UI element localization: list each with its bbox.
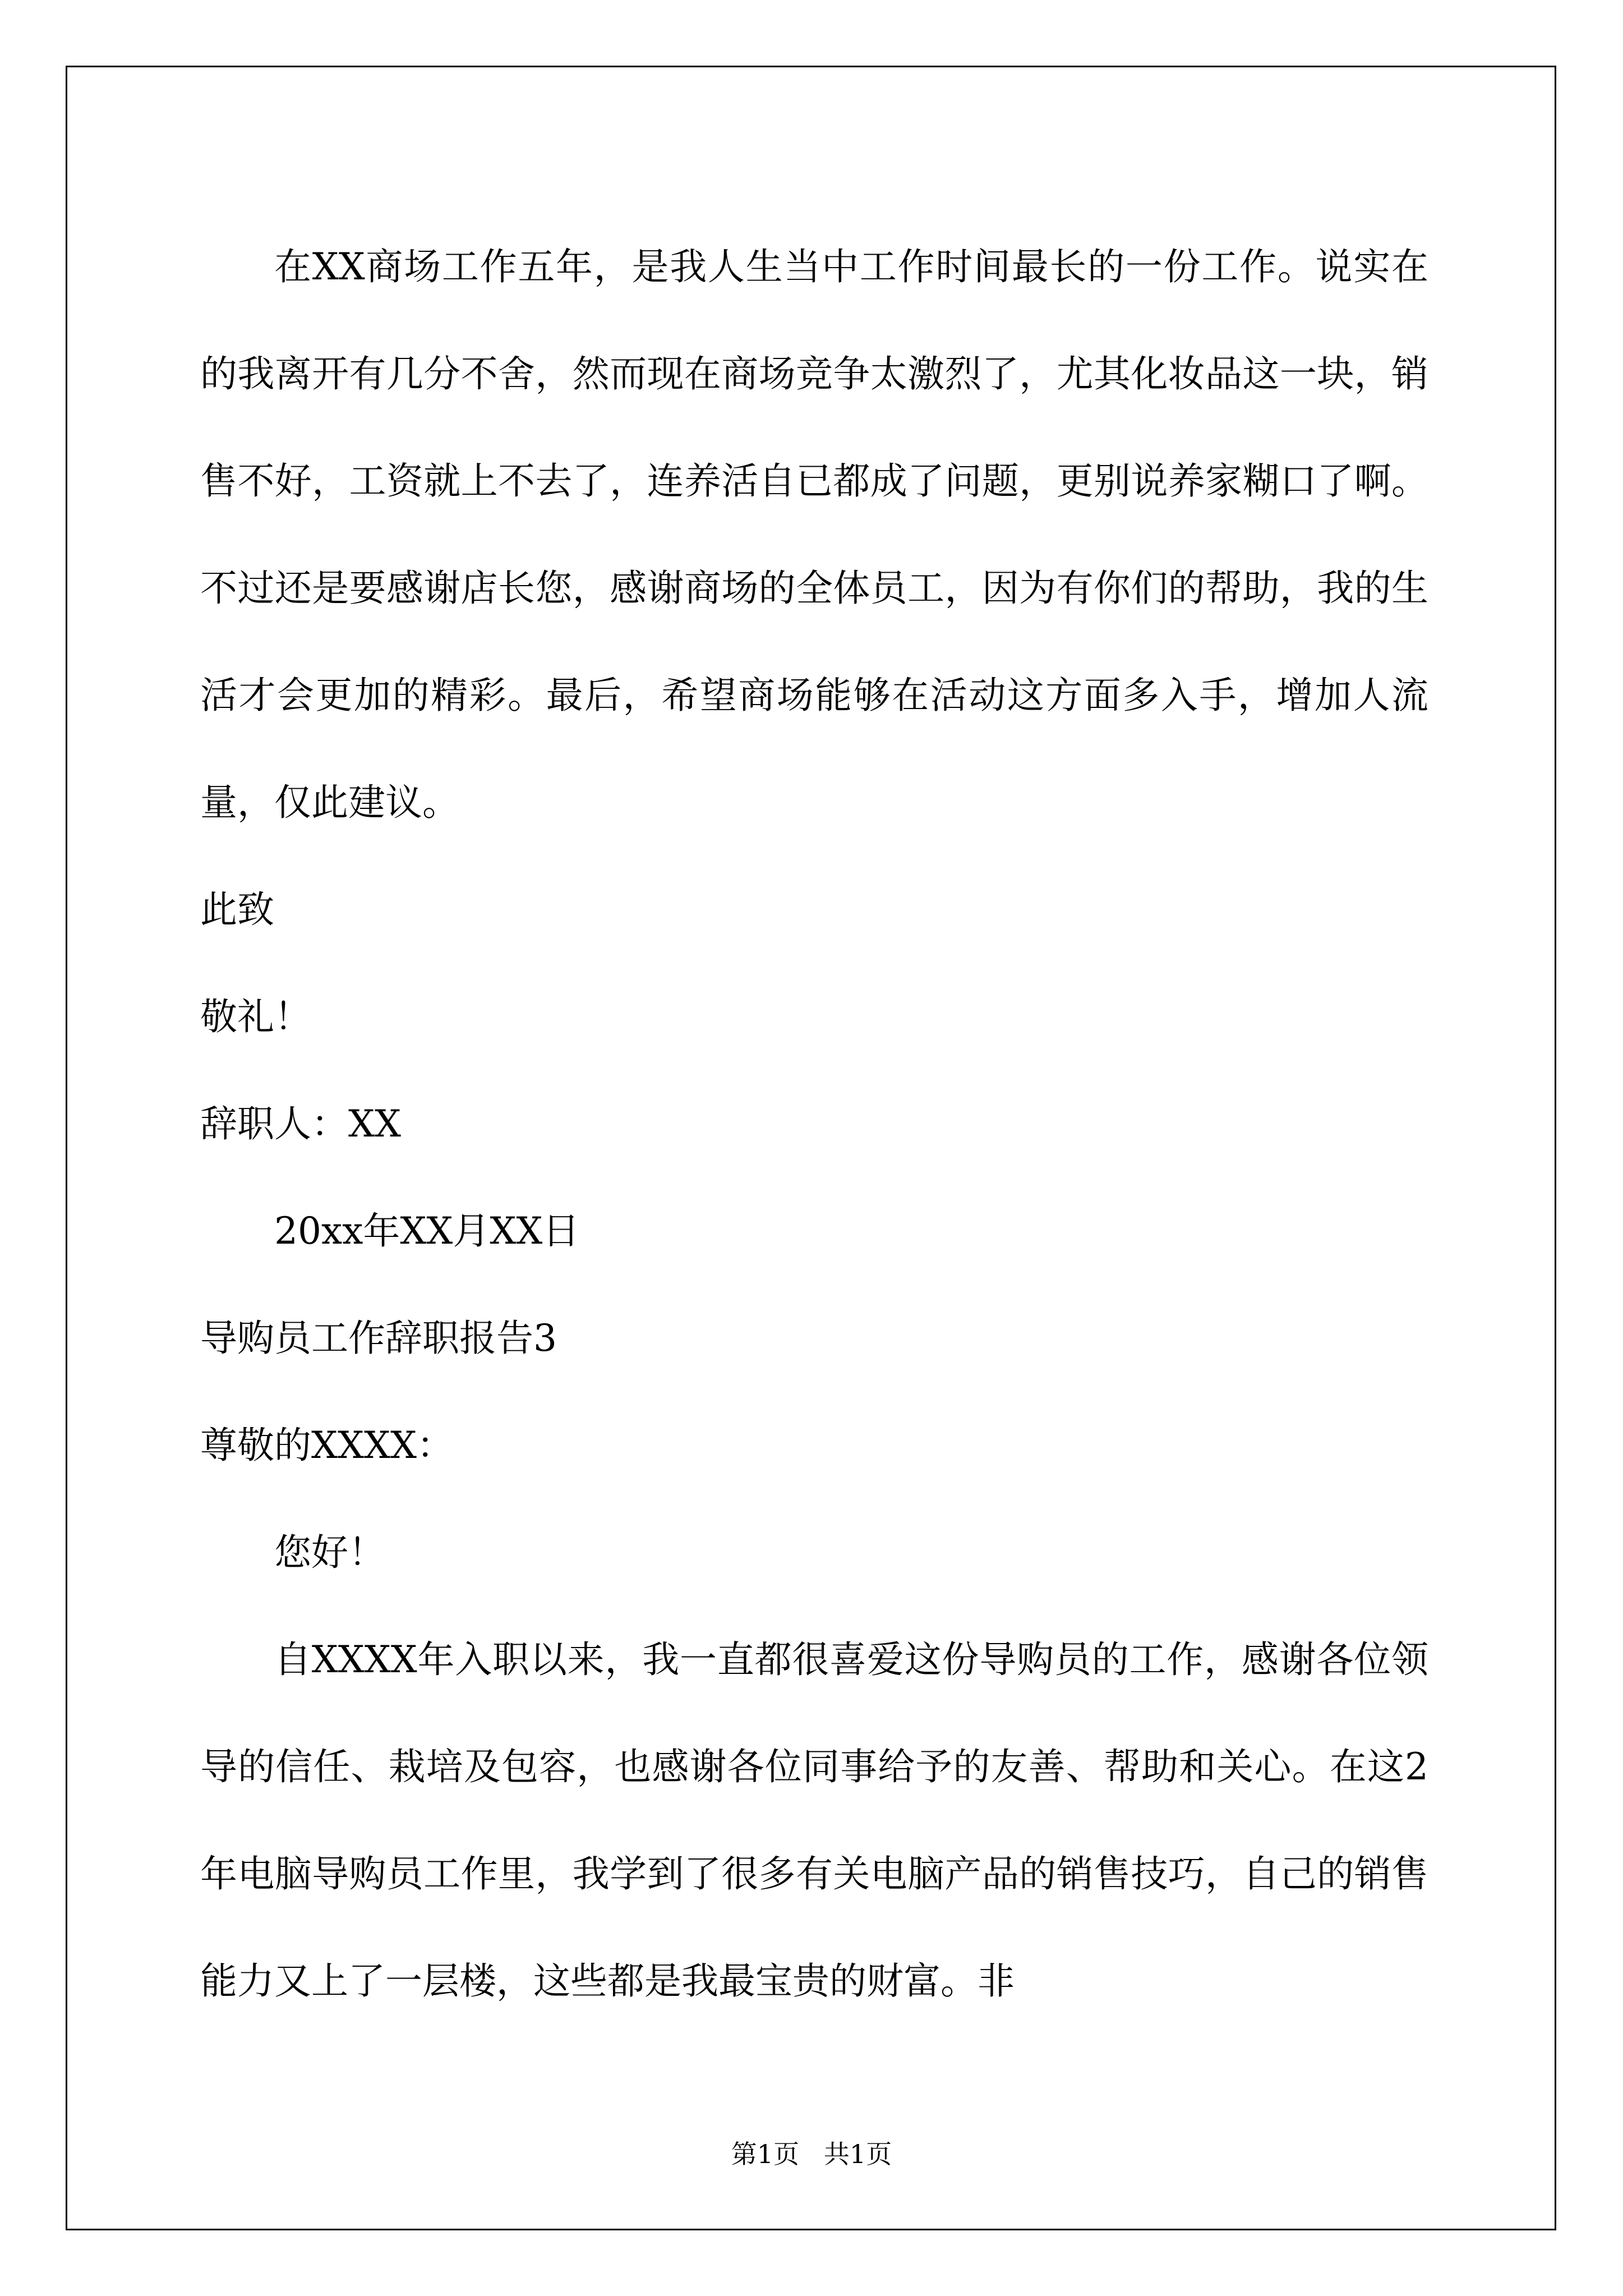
greeting-line: 您好！ (274, 1531, 385, 1574)
section-title: 导购员工作辞职报告3 (200, 1317, 557, 1360)
document-body (200, 213, 1428, 2035)
closing-line-2: 敬礼！ (200, 995, 311, 1038)
closing-line-1: 此致 (200, 888, 274, 931)
resignation-paragraph-1: 在XX商场工作五年，是我人生当中工作时间最长的一份工作。说实在的我离开有几分不舍，然而现在商场竞争太激烈了，尤其化妆品这一块，销售不好，工资就上不去了，连养活自已都成了问题，更别说养家糊口了啊。不过还是要感谢店长您，感谢商场的全体员工，因为有你们的帮助，我的生活才会更加的精彩。最后，希望商场能够在活动这方面多入手，增加人流量，仅此建议。 (200, 245, 1428, 824)
page-footer: 第1页 共1页 (731, 2139, 892, 2169)
salutation-line: 尊敬的XXXX： (200, 1424, 454, 1467)
resignation-paragraph-2: 自XXXX年入职以来，我一直都很喜爱这份导购员的工作，感谢各位领导的信任、栽培及包容，也感谢各位同事给予的友善、帮助和关心。在这2年电脑导购员工作里，我学到了很多有关电脑产品的销售技巧，自己的销售能力又上了一层楼，这些都是我最宝贵的财富。非 (200, 1638, 1428, 2003)
signature-line: 辞职人：XX (200, 1102, 401, 1145)
date-line: 20xx年XX月XX日 (274, 1209, 580, 1253)
